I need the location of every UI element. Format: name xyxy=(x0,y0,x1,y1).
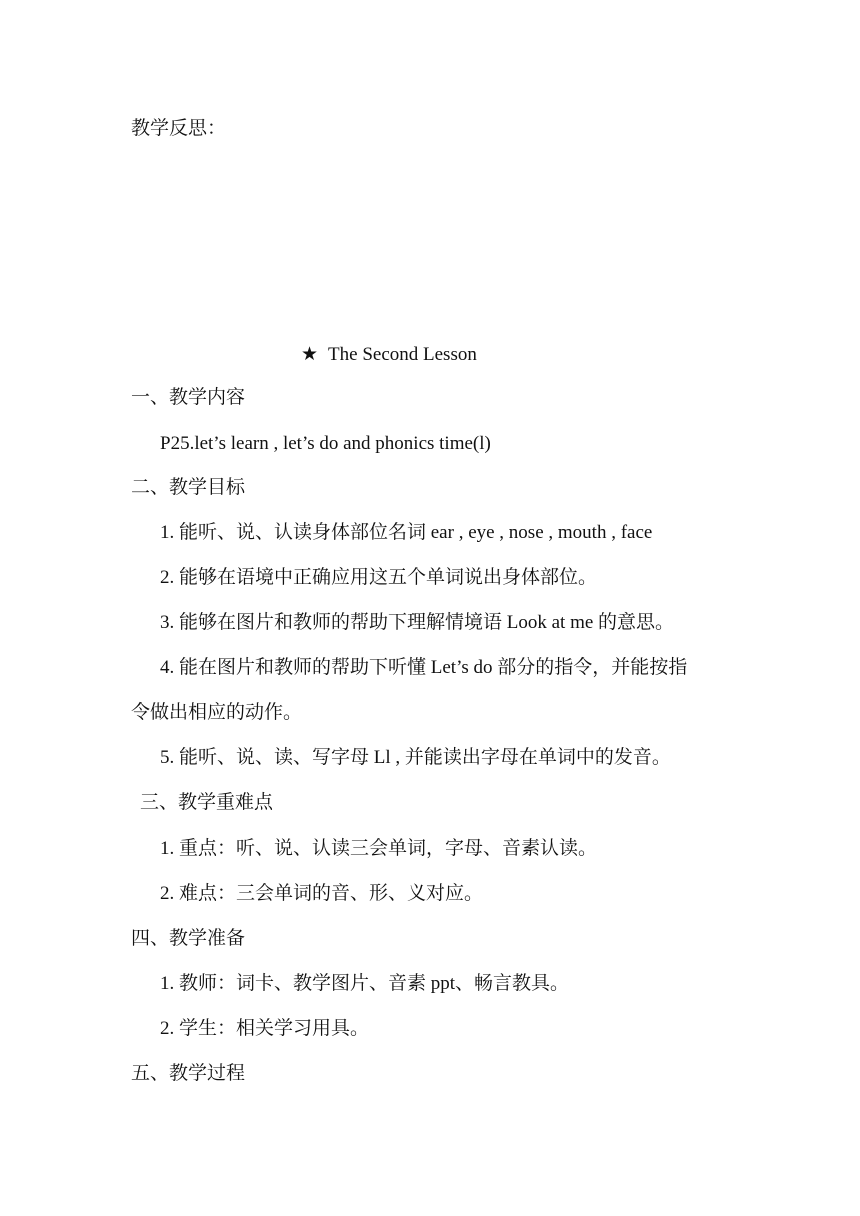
objective-item-3: 3. 能够在图片和教师的帮助下理解情境语 Look at me 的意思。 xyxy=(160,612,675,633)
objective-item-2: 2. 能够在语境中正确应用这五个单词说出身体部位。 xyxy=(160,567,598,588)
content-text: P25.let’s learn , let’s do and phonics time(l) xyxy=(160,433,491,454)
reflection-label: 教学反思： xyxy=(131,118,227,139)
section-heading-preparation: 四、教学准备 xyxy=(131,928,246,949)
preparation-item-2: 2. 学生：相关学习用具。 xyxy=(160,1018,370,1039)
objective-item-4-continued: 令做出相应的动作。 xyxy=(131,702,303,723)
lesson-title xyxy=(301,342,477,367)
lesson-title-text: The Second Lesson xyxy=(328,344,477,365)
objective-item-5: 5. 能听、说、读、写字母 Ll , 并能读出字母在单词中的发音。 xyxy=(160,747,671,768)
objective-item-4: 4. 能在图片和教师的帮助下听懂 Let’s do 部分的指令，并能按指 xyxy=(160,657,688,678)
star-icon: ★ xyxy=(301,343,319,365)
section-heading-process: 五、教学过程 xyxy=(131,1063,246,1084)
section-heading-objectives: 二、教学目标 xyxy=(131,477,246,498)
key-point-item-2: 2. 难点：三会单词的音、形、义对应。 xyxy=(160,883,484,904)
section-heading-content: 一、教学内容 xyxy=(131,387,246,408)
section-heading-key-points: 三、教学重难点 xyxy=(140,792,274,813)
preparation-item-1: 1. 教师：词卡、教学图片、音素 ppt、畅言教具。 xyxy=(160,973,570,994)
objective-item-1: 1. 能听、说、认读身体部位名词 ear , eye , nose , mouth , face xyxy=(160,522,653,543)
key-point-item-1: 1. 重点：听、说、认读三会单词，字母、音素认读。 xyxy=(160,838,598,859)
